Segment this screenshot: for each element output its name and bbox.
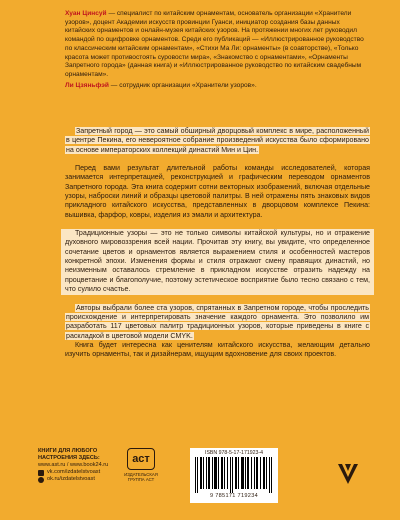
- contact-site: [38, 462, 128, 469]
- book-description: [65, 127, 370, 360]
- author-name-2: Ли Цзяньфэй: [65, 81, 109, 89]
- publisher-contacts: [38, 448, 128, 483]
- paragraph-4: [65, 304, 370, 341]
- author-bio-2: [65, 82, 370, 91]
- author-text-1: — специалист по китайским орнаментам, основатель организации «Хранители узоров», доцент Академии искусств провинции Гуанси, инициатор создания базы данных китайских орнаментов и онлайн-музея китайских узоров. На протяжении многих лет руководил командой по оцифровке орнаментов. Среди его публикаций — «Иллюстрированное руководство по классическим китайским орнаментам», «Стихи Ма Ли: орнаменты» (в соавторстве), «Только красота может противостоять суровости мира», «Знакомство с орнаментами», «Орнаменты Запретного города» (данная книга) и «Иллюстрированное руководство по китайским свадебным орнаментам».: [65, 10, 364, 78]
- paragraph-3-highlight: [61, 229, 374, 294]
- ast-logo-caption: ИЗДАТЕЛЬСКАЯ ГРУППА АСТ: [124, 472, 158, 482]
- paragraph-1: [65, 127, 370, 155]
- vk-link[interactable]: vk.com/izdatelstvoast: [47, 469, 101, 475]
- paragraph-2: Перед вами результат длительной работы команды исследователей, которая занимается интерпретацией, реконструкцией и графическим переводом орнаментов Запретного города. Эта книга содержит сотни векторных изображений, включая отдельные узоры, наброски линий и образцы цветовой палитры. В ней отражены пять знаковых видов прикладного китайского искусства, представленных в дворцовом комплексе Пекина: вышивка, фарфор, ковры, изделия из эмали и архитектура.: [65, 164, 370, 219]
- isbn-text: ISBN 978-5-17-171923-4: [205, 450, 263, 456]
- vk-icon: [38, 470, 44, 476]
- site-link[interactable]: www.ast.ru / www.book24.ru: [38, 462, 109, 468]
- barcode-block: [190, 448, 278, 503]
- publisher-v-logo: [337, 462, 359, 486]
- paragraph-4-text: Авторы выбрали более ста узоров, спрятанных в Запретном городе, чтобы проследить происхождение и интерпретировать значение каждого орнамента. Это позволило им разработать 117 цветовых палитр традиционных узоров, которые приведены в книге с раскладкой в цветовой модели CMYK.: [66, 303, 369, 340]
- contact-vk: [38, 469, 128, 476]
- paragraph-1-text: Запретный город — это самый обширный дворцовый комплекс в мире, расположенный в центре Пекина, его невероятное собрание произведений искусства было сформировано на основе императорских коллекций династий Мин и Цин.: [66, 127, 369, 154]
- ok-link[interactable]: ok.ru/izdatelstvoast: [47, 476, 95, 482]
- author-name-1: Хуан Цинсуй: [65, 10, 107, 17]
- author-bios: [65, 10, 370, 92]
- barcode-bars: [194, 457, 274, 493]
- ast-logo: [122, 448, 160, 484]
- ok-icon: [38, 477, 44, 483]
- paragraph-3: Традиционные узоры — это не только символы китайской культуры, но и отражение духовного мировоззрения всей нации. Прочитав эту книгу, вы увидите, что определенное сочетание цветов и орнаментов является выражением стиля и особенностей мастеров конкретной эпохи. Изменения формы и стиля отражают смену правящих династий, но неизменным оставалось стремление в прикладном искусстве отразить надежду на процветание и благополучие, поэтому эстетическое восприятие было тесно связано с тем, что сулило счастье.: [65, 229, 370, 294]
- author-bio-1: [65, 10, 370, 80]
- ast-logo-box: аст: [127, 448, 155, 470]
- author-text-2: — сотрудник организации «Хранители узоров».: [108, 81, 257, 89]
- contact-ok: [38, 476, 128, 483]
- contacts-heading: КНИГИ ДЛЯ ЛЮБОГО НАСТРОЕНИЯ ЗДЕСЬ:: [38, 448, 100, 461]
- barcode-number: 9 785171 719234: [209, 493, 259, 499]
- paragraph-5: Книга будет интересна как ценителям китайского искусства, желающим детально изучить орнаменты, так и дизайнерам, ищущим вдохновение для своих проектов.: [65, 340, 370, 359]
